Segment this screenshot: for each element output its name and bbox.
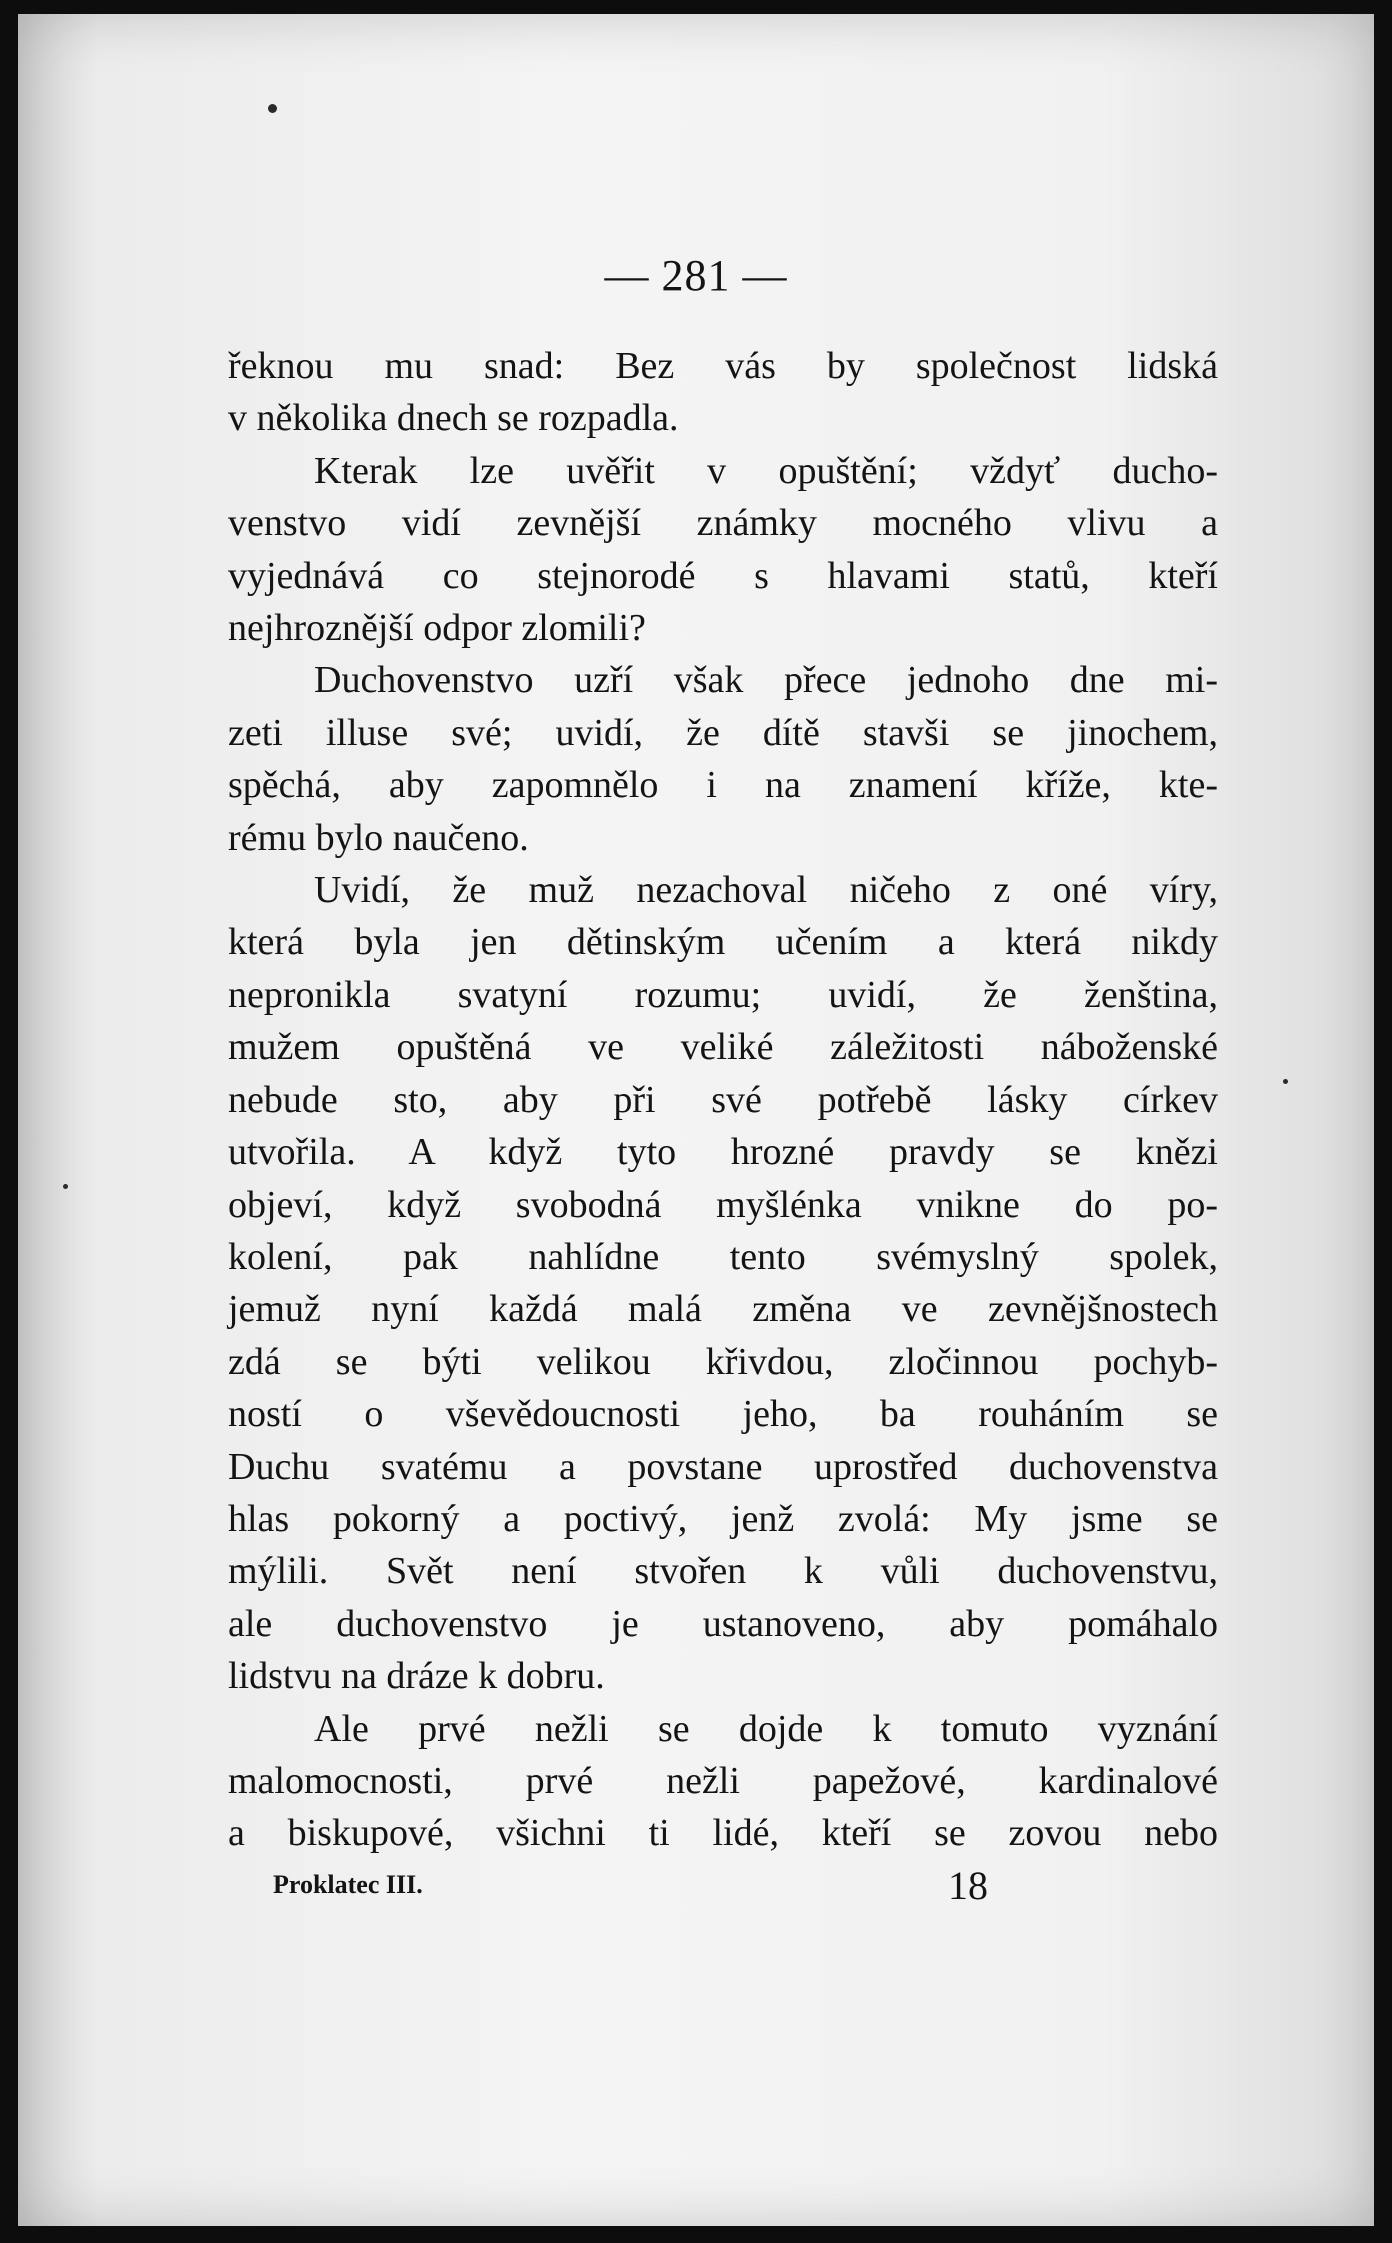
text-line: ností o vševědoucnosti jeho, ba rouháním se [228,1393,1218,1436]
text-line: zdá se býti velikou křivdou, zločinnou pochyb- [228,1340,1218,1383]
printer-signature: Proklatec III. [273,1870,423,1899]
book-page [18,14,1374,2226]
text-line: jemuž nyní každá malá změna ve zevnějšnostech [228,1288,1218,1331]
print-speck [268,104,277,113]
text-line: která byla jen dětinským učením a která nikdy [228,921,1218,964]
text-line: nepronikla svatyní rozumu; uvidí, že ženština, [228,973,1218,1016]
body-text [228,340,1218,1860]
text-line: ale duchovenstvo je ustanoveno, aby pomáhalo [228,1602,1218,1645]
text-line: Ale prvé nežli se dojde k tomuto vyznání [314,1707,1218,1750]
text-line: hlas pokorný a poctivý, jenž zvolá: My jsme se [228,1497,1218,1540]
print-speck [1283,1079,1288,1084]
text-line: zeti illuse své; uvidí, že dítě stavši se jinochem, [228,711,1218,754]
text-line: utvořila. A když tyto hrozné pravdy se knězi [228,1131,1218,1174]
text-line: mýlili. Svět není stvořen k vůli duchovenstvu, [228,1550,1218,1593]
text-line: Uvidí, že muž nezachoval ničeho z oné víry, [314,869,1218,912]
text-line: nebude sto, aby při své potřebě lásky církev [228,1078,1218,1121]
text-line: vyjednává co stejnorodé s hlavami statů, kteří [228,554,1218,597]
text-line: řeknou mu snad: Bez vás by společnost lidská [228,345,1218,387]
text-line: spěchá, aby zapomnělo i na znamení kříže, kte- [228,764,1218,807]
text-line: objeví, když svobodná myšlénka vnikne do po- [228,1183,1218,1226]
text-line: Duchovenstvo uzří však přece jednoho dne mi- [314,659,1218,702]
text-line: nejhroznější odpor zlomili? [228,607,646,650]
text-line: venstvo vidí zevnější známky mocného vlivu a [228,502,1218,545]
text-line: Kterak lze uvěřit v opuštění; vždyť ducho- [314,449,1218,492]
text-line: malomocnosti, prvé nežli papežové, kardinalové [228,1759,1218,1802]
text-line: a biskupové, všichni ti lidé, kteří se zovou nebo [228,1812,1218,1855]
sheet-number: 18 [948,1863,988,1908]
text-line: rému bylo naučeno. [228,816,529,859]
text-line: lidstvu na dráze k dobru. [228,1655,605,1698]
page-footer [273,1862,1013,1912]
text-line: kolení, pak nahlídne tento svémyslný spolek, [228,1235,1218,1278]
text-line: Duchu svatému a povstane uprostřed duchovenstva [228,1445,1218,1488]
print-speck [63,1184,68,1189]
text-line: mužem opuštěná ve veliké záležitosti náboženské [228,1026,1218,1069]
text-line: v několika dnech se rozpadla. [228,397,679,440]
page-number: — 281 — [604,251,788,300]
